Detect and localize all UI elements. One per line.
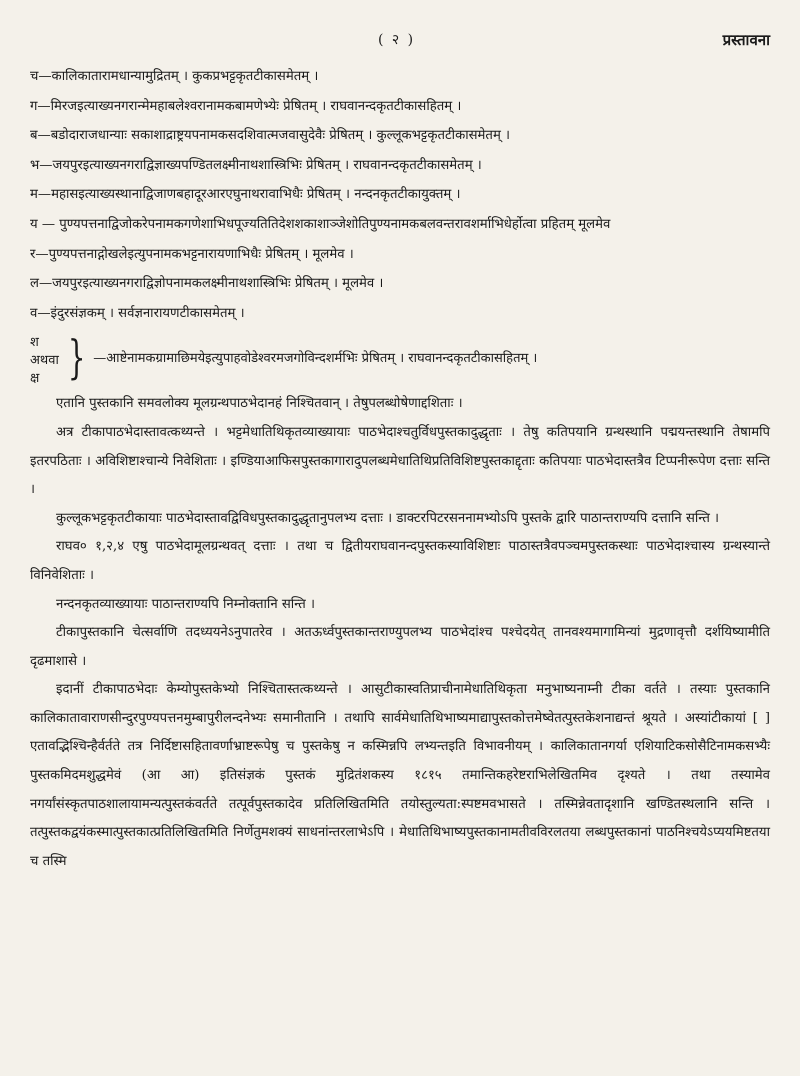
brace-entry-text: —आष्टेनामकग्रामाछिमयेइत्युपाहवोडेश्वरमजगोविन्दशर्मभिः प्रेषितम् । राघवानन्दकृतटीकासहितम् । (93, 351, 538, 367)
paragraph: नन्दनकृतव्याख्यायाः पाठान्तराण्यपि निम्नोक्तानि सन्ति । (56, 596, 315, 612)
manuscript-abbreviation-list (30, 62, 770, 386)
page-header (30, 0, 770, 50)
abbreviation-entry: ग—मिरजइत्याख्यनगरान्मेमहाबलेश्वरानामकबामणेभ्येः प्रेषितम् । राघवानन्दकृतटीकासहितम् । (30, 98, 462, 114)
paragraph: टीकापुस्तकानि चेत्सर्वाणि तदध्ययनेऽनुपातरेव । अतऊर्ध्वपुस्तकान्तराण्युपलभ्य पाठभेदांश्च पश्चेदयेत् तानवश्यमागामिन्यां मुद्रणावृत्तौ दर्शयिष्यामीति दृढमाशासे । (30, 625, 770, 669)
paragraph: राघव० १,२,४ एषु पाठभेदामूलग्रन्थवत् दत्ताः । तथा च द्वितीयराघवानन्दपुस्तकस्याविशिष्टाः पाठास्तत्रैवपञ्चमपुस्तकस्थाः पाठभेदाश्चास्य ग्रन्थस्यान्ते विनिवेशिताः । (30, 539, 770, 583)
paragraph: कुल्लूकभट्टकृतटीकायाः पाठभेदास्तावद्विविधपुस्तकादुद्धृतानुपलभ्य दत्ताः । डाक्टरपिटरसननामभ्योऽपि पुस्तके द्वारि पाठान्तराण्यपि दत्तानि सन्ति । (56, 510, 720, 526)
abbreviation-entry: य — पुण्यपत्तनाद्विजोकरेपनामकगणेशाभिधपूज्यतितिदेशशकाशाञ्जेशोतिपुण्यनामकबलवन्तरावशर्माभिधेर्होत्वा प्रहितम् मूलमेव (30, 216, 611, 232)
abbreviation-entry: भ—जयपुरइत्याख्यनगराद्विज्ञाख्यपण्डितलक्ष्मीनाथशास्त्रिभिः प्रेषितम् । राघवानन्दकृतटीकासमेतम् । (30, 157, 482, 173)
introduction-body (30, 390, 770, 876)
brace-keys (30, 332, 60, 387)
abbreviation-entry: व—इंदुरसंज्ञकम् । सर्वज्ञनारायणटीकासमेतम् । (30, 305, 245, 321)
brace-key: अथवा (30, 353, 59, 369)
grouped-abbreviation-entry (30, 328, 770, 386)
brace-key: क्ष (30, 371, 40, 387)
paragraph: इदानीं टीकापाठभेदाः केम्योपुस्तकेभ्यो निश्चितास्तत्कथ्यन्ते । आसुटीकास्वतिप्राचीनामेधातिथिकृता मनुभाष्यनाम्नी टीका वर्तते । तस्याः पुस्तकानि कालिकातावाराणसीन्दुरपुण्यपत्तनमुम्बापुरीलन्दनेभ्यः समानीतानि । तथापि सार्वमेधातिथिभाष्यमाद्यापुस्तकोत्तमेष्वेतत्पुस्तकेशनाद्यन्तं श्रूयते । अस्यांटीकायां [ ] एतावद्भिश्चिन्हैर्वर्तते तत्र निर्दिष्टासहितावर्णाभ्राष्टरूपेषु च पुस्तकेषु न कस्मिन्नपि लभ्यन्तइति विभावनीयम् । कालिकातानगर्या एशियाटिकसोसैटिनामकसभ्यैः पुस्तकमिदमशुद्धमेवं (आ आ) इतिसंज्ञकं पुस्तकं मुद्रितंशकस्य १८१५ तमान्तिकहरेष्टराभिलेखितमिव दृश्यते । तथा तस्यामेव नगर्यांसंस्कृतपाठशालायामन्यत्पुस्तकंवर्तते तत्पूर्वपुस्तकादेव प्रतिलिखितमिति तयोस्तुल्यता:स्पष्टमवभासते । तस्मिन्नेवतादृशानि खण्डितस्थलानि सन्ति । तत्पुस्तकद्वयंकस्मात्पुस्तकात्प्रतिलिखितमिति निर्णेतुमशक्यं साधनांन्तरलाभेऽपि । मेधातिथिभाष्यपुस्तकानामतीवविरलतया लब्धपुस्तकानां पाठनिश्चयेऽप्ययमिष्टतया च तस्मि (30, 682, 770, 869)
abbreviation-entry: र—पुण्यपत्तनाद्गोखलेइत्युपनामकभट्टनारायणाभिधैः प्रेषितम् । मूलमेव । (30, 246, 354, 262)
paragraph: एतानि पुस्तकानि समवलोक्य मूलग्रन्थपाठभेदानहं निश्चितवान् । तेषुपलब्धोषेणाद्दशिताः । (56, 396, 463, 412)
document-page (30, 0, 770, 876)
abbreviation-entry: ल—जयपुरइत्याख्यनगराद्विज्ञोपनामकलक्ष्मीनाथशास्त्रिभिः प्रेषितम् । मूलमेव । (30, 276, 384, 292)
paragraph: अत्र टीकापाठभेदास्तावत्कथ्यन्ते । भट्टमेधातिथिकृतव्याख्यायाः पाठभेदाश्चतुर्विधपुस्तकादुद्धृताः । तेषु कतिपयानि ग्रन्थस्थानि पद्मयन्तस्थानि तेषामपि इतरपठिताः । अविशिष्टाश्चान्ये निवेशिताः । इण्डियाआफिसपुस्तकागारादुपलब्धमेधातिथिप्रतिविशिष्टपुस्तकाद्दृताः कतिपयाः पाठभेदास्तत्रैव टिप्पनीरूपेण दत्ताः सन्ति । (30, 424, 770, 498)
abbreviation-entry: ब—बडोदाराजधान्याः सकाशाद्राष्ट्रयपनामकसदशिवात्मजवासुदेवैः प्रेषितम् । कुल्लूकभट्टकृतटीकासमेतम् । (30, 128, 511, 144)
abbreviation-entry: म—महासइत्याख्यस्थानाद्विजाणबहादूरआरएघुनाथरावाभिधैः प्रेषितम् । नन्दनकृतटीकायुक्तम् । (30, 187, 461, 203)
brace-key: श (30, 335, 39, 351)
running-head: प्रस्तावना (722, 31, 770, 49)
curly-brace-icon: } (67, 330, 86, 385)
page-number: ( २ ) (378, 32, 416, 48)
abbreviation-entry: च—कालिकातारामधान्यामुद्रितम् । कुकप्रभट्टकृतटीकासमेतम् । (30, 69, 319, 84)
